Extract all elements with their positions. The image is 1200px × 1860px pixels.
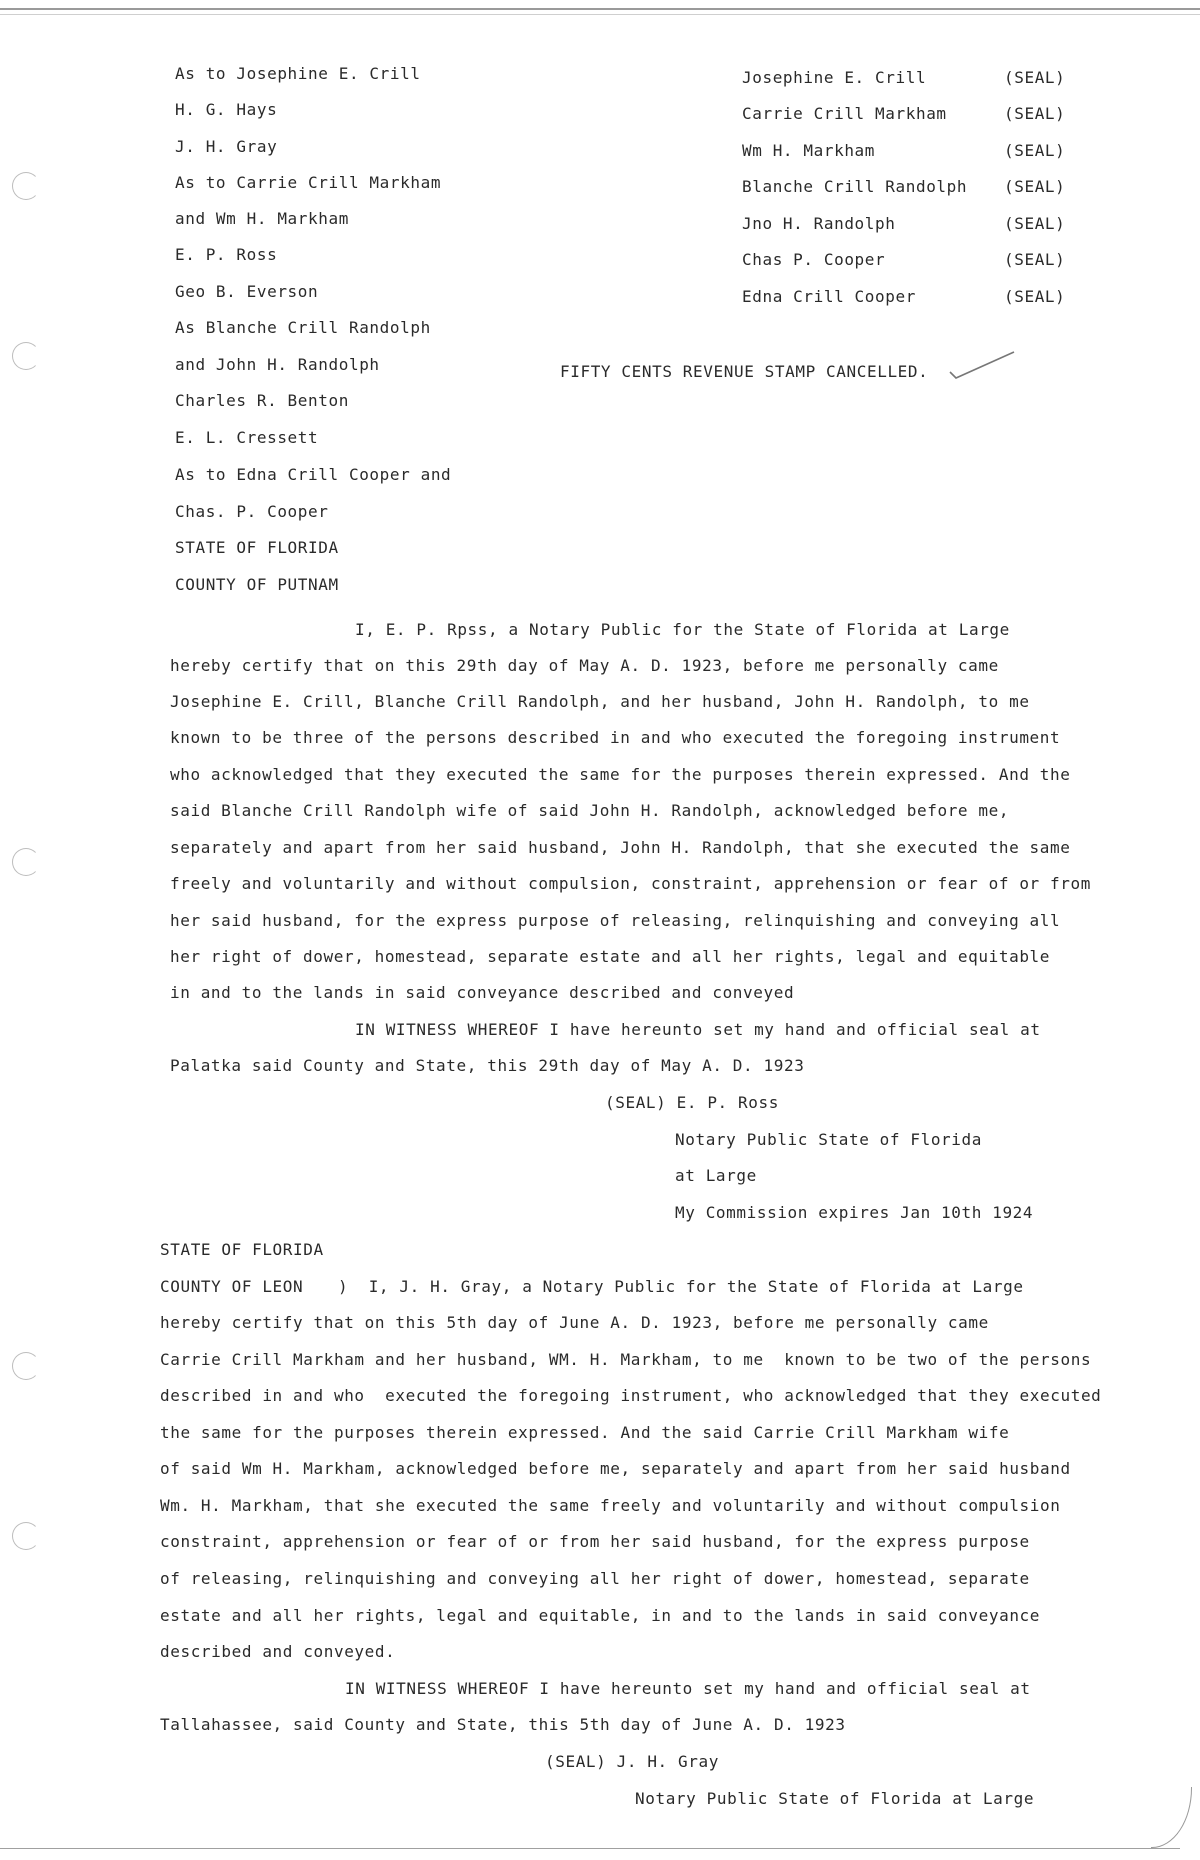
witness-line: E. P. Ross xyxy=(175,245,278,264)
signer-name: Blanche Crill Randolph xyxy=(742,177,968,196)
seal-mark: (SEAL) xyxy=(1004,214,1066,233)
witness-line: As to Carrie Crill Markham xyxy=(175,173,442,192)
seal-mark: (SEAL) xyxy=(1004,104,1066,123)
ack-line: of releasing, relinquishing and conveying all her right of dower, homestead, separate xyxy=(160,1569,1030,1588)
state-heading: STATE OF FLORIDA xyxy=(175,538,339,557)
ack-line: freely and voluntarily and without compulsion, constraint, apprehension or fear of or from xyxy=(170,874,1091,893)
binder-hole xyxy=(12,848,40,876)
ack-line: in and to the lands in said conveyance described and conveyed xyxy=(170,983,795,1002)
ack-line: Josephine E. Crill, Blanche Crill Randolph, and her husband, John H. Randolph, to me xyxy=(170,692,1030,711)
ack-line: IN WITNESS WHEREOF I have hereunto set my hand and official seal at xyxy=(355,1020,1041,1039)
witness-line: Chas. P. Cooper xyxy=(175,502,329,521)
checkmark-icon xyxy=(948,350,1018,380)
signer-name: Carrie Crill Markham xyxy=(742,104,947,123)
bottom-rule xyxy=(0,1848,1180,1849)
county-heading: COUNTY OF PUTNAM xyxy=(175,575,339,594)
signer-name: Edna Crill Cooper xyxy=(742,287,916,306)
ack-line: Carrie Crill Markham and her husband, WM. H. Markham, to me known to be two of the persons xyxy=(160,1350,1092,1369)
witness-line: Charles R. Benton xyxy=(175,391,349,410)
binder-hole xyxy=(12,1522,40,1550)
ack-line: hereby certify that on this 5th day of June A. D. 1923, before me personally came xyxy=(160,1313,989,1332)
ack-line: her said husband, for the express purpose of releasing, relinquishing and conveying all xyxy=(170,911,1061,930)
page-curl xyxy=(1151,1787,1192,1848)
notary-title: Notary Public State of Florida xyxy=(675,1130,982,1149)
witness-line: As to Edna Crill Cooper and xyxy=(175,465,452,484)
ack-line: who acknowledged that they executed the same for the purposes therein expressed. And the xyxy=(170,765,1071,784)
ack-line: constraint, apprehension or fear of or from her said husband, for the express purpose xyxy=(160,1532,1030,1551)
signer-name: Wm H. Markham xyxy=(742,141,876,160)
ack-line: said Blanche Crill Randolph wife of said John H. Randolph, acknowledged before me, xyxy=(170,801,1010,820)
seal-mark: (SEAL) xyxy=(1004,250,1066,269)
notary-signature: (SEAL) J. H. Gray xyxy=(545,1752,719,1771)
witness-line: E. L. Cressett xyxy=(175,428,319,447)
witness-line: J. H. Gray xyxy=(175,137,278,156)
ack-line: Tallahassee, said County and State, this 5th day of June A. D. 1923 xyxy=(160,1715,846,1734)
witness-line: and John H. Randolph xyxy=(175,355,380,374)
witness-line: H. G. Hays xyxy=(175,100,278,119)
binder-hole xyxy=(12,342,40,370)
witness-line: As to Josephine E. Crill xyxy=(175,64,421,83)
signer-name: Chas P. Cooper xyxy=(742,250,886,269)
ack-line: described and conveyed. xyxy=(160,1642,396,1661)
notary-signature: (SEAL) E. P. Ross xyxy=(605,1093,779,1112)
witness-line: As Blanche Crill Randolph xyxy=(175,318,431,337)
ack-line: I, E. P. Rpss, a Notary Public for the State of Florida at Large xyxy=(355,620,1010,639)
seal-mark: (SEAL) xyxy=(1004,141,1066,160)
ack-line: hereby certify that on this 29th day of May A. D. 1923, before me personally came xyxy=(170,656,999,675)
seal-mark: (SEAL) xyxy=(1004,68,1066,87)
seal-mark: (SEAL) xyxy=(1004,287,1066,306)
ack-line: her right of dower, homestead, separate estate and all her rights, legal and equitable xyxy=(170,947,1051,966)
signer-name: Josephine E. Crill xyxy=(742,68,927,87)
binder-hole xyxy=(12,172,40,200)
ack-line: Wm. H. Markham, that she executed the same freely and voluntarily and without compulsion xyxy=(160,1496,1061,1515)
revenue-stamp-note: FIFTY CENTS REVENUE STAMP CANCELLED. xyxy=(560,362,929,381)
ack-line: of said Wm H. Markham, acknowledged before me, separately and apart from her said husband xyxy=(160,1459,1071,1478)
ack-line: separately and apart from her said husband, John H. Randolph, that she executed the same xyxy=(170,838,1071,857)
ack-line: known to be three of the persons described in and who executed the foregoing instrument xyxy=(170,728,1061,747)
state-heading: STATE OF FLORIDA xyxy=(160,1240,324,1259)
top-rule-secondary xyxy=(0,14,1200,15)
ack-line: the same for the purposes therein expressed. And the said Carrie Crill Markham wife xyxy=(160,1423,1010,1442)
notary-title: Notary Public State of Florida at Large xyxy=(635,1789,1035,1808)
binder-hole xyxy=(12,1352,40,1380)
witness-line: Geo B. Everson xyxy=(175,282,319,301)
ack-line: described in and who executed the foregoing instrument, who acknowledged that they executed xyxy=(160,1386,1102,1405)
witness-line: and Wm H. Markham xyxy=(175,209,349,228)
top-rule xyxy=(0,8,1200,10)
ack-line: IN WITNESS WHEREOF I have hereunto set my hand and official seal at xyxy=(345,1679,1031,1698)
commission-expiry: My Commission expires Jan 10th 1924 xyxy=(675,1203,1034,1222)
ack-line: estate and all her rights, legal and equitable, in and to the lands in said conveyance xyxy=(160,1606,1041,1625)
ack-line: ) I, J. H. Gray, a Notary Public for the State of Florida at Large xyxy=(338,1277,1024,1296)
county-heading: COUNTY OF LEON xyxy=(160,1277,304,1296)
ack-line: Palatka said County and State, this 29th day of May A. D. 1923 xyxy=(170,1056,805,1075)
signer-name: Jno H. Randolph xyxy=(742,214,896,233)
seal-mark: (SEAL) xyxy=(1004,177,1066,196)
notary-title: at Large xyxy=(675,1166,757,1185)
